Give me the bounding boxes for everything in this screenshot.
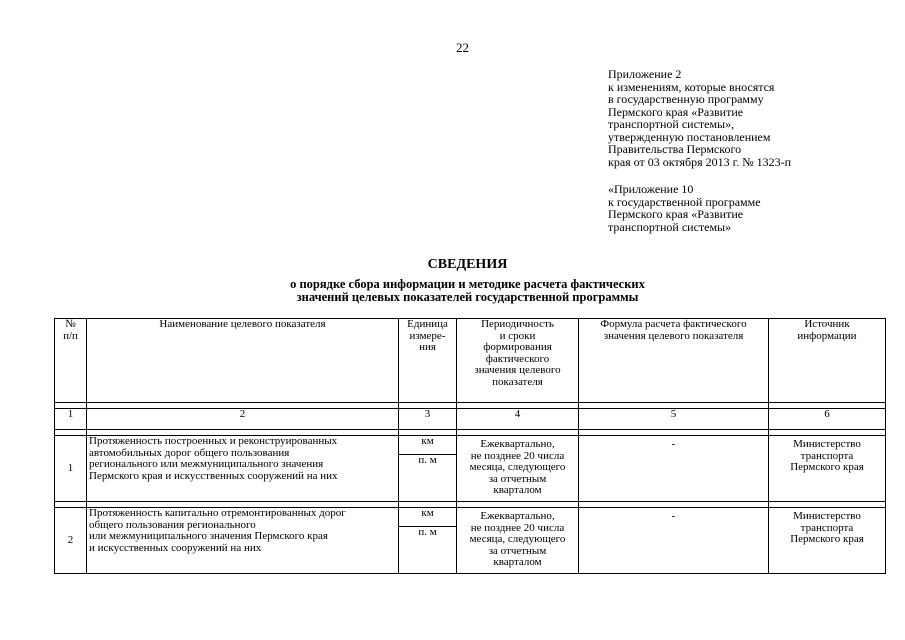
document-subtitle bbox=[0, 278, 905, 304]
indicator-line: Пермского края и искусственных сооружений на них bbox=[89, 469, 338, 482]
column-numbers-row bbox=[55, 409, 886, 430]
column-number: 4 bbox=[457, 409, 579, 430]
indicator-line: Протяженность капитально отремонтированных дорог bbox=[89, 507, 346, 519]
appendix10-line: Пермского края «Развитие bbox=[608, 207, 744, 221]
row-unit-km: км bbox=[399, 436, 457, 455]
period-line: месяца, следующего bbox=[469, 533, 566, 545]
appendix-line: утвержденную постановлением bbox=[608, 129, 771, 144]
header-period-line: показателя bbox=[492, 375, 543, 388]
column-number: 5 bbox=[579, 409, 769, 430]
row-period bbox=[457, 436, 579, 502]
appendix10-line: транспортной системы» bbox=[608, 219, 732, 234]
header-unit bbox=[399, 319, 457, 403]
header-unit-line: измере- bbox=[409, 329, 446, 342]
source-line: транспорта bbox=[800, 521, 854, 534]
row-indicator-name bbox=[87, 508, 399, 574]
header-formula-line: Формула расчета фактического bbox=[600, 318, 747, 330]
appendix-line: к изменениям, которые вносятся bbox=[608, 79, 775, 94]
row-source bbox=[769, 436, 886, 502]
header-unit-line: ния bbox=[419, 341, 436, 353]
header-num bbox=[55, 319, 87, 403]
appendix10-line: «Приложение 10 bbox=[608, 182, 694, 196]
table-row bbox=[55, 508, 886, 527]
appendix-10-note bbox=[608, 183, 898, 233]
period-line: не позднее 20 числа bbox=[470, 521, 565, 534]
header-period-line: формирования bbox=[483, 341, 552, 353]
indicator-line: или межмуниципального значения Пермского края bbox=[89, 530, 328, 542]
indicator-line: Протяженность построенных и реконструированных bbox=[89, 435, 338, 447]
period-line: месяца, следующего bbox=[469, 461, 566, 473]
header-formula bbox=[579, 319, 769, 403]
period-line: Ежеквартально, bbox=[480, 438, 555, 450]
indicator-line: автомобильных дорог общего пользования bbox=[89, 446, 290, 459]
header-period-line: фактического bbox=[485, 352, 550, 365]
period-line: за отчетным bbox=[488, 544, 547, 557]
period-line: не позднее 20 числа bbox=[470, 449, 565, 462]
appendix10-line: к государственной программе bbox=[608, 194, 761, 209]
row-unit-pm: п. м bbox=[399, 455, 457, 502]
header-source-line: информации bbox=[797, 329, 857, 342]
document-title: СВЕДЕНИЯ bbox=[427, 257, 508, 272]
period-line: Ежеквартально, bbox=[480, 510, 555, 522]
indicator-line: и искусственных сооружений на них bbox=[89, 541, 262, 554]
appendix-line: транспортной системы», bbox=[608, 117, 735, 131]
header-source-line: Источник bbox=[804, 318, 850, 330]
source-line: транспорта bbox=[800, 449, 854, 462]
column-number: 2 bbox=[87, 409, 399, 430]
header-source bbox=[769, 319, 886, 403]
subtitle-line-1: о порядке сбора информации и методике расчета фактических bbox=[290, 277, 645, 291]
header-name: Наименование целевого показателя bbox=[87, 319, 399, 403]
indicators-table bbox=[54, 318, 886, 574]
header-period bbox=[457, 319, 579, 403]
page-number: 22 bbox=[456, 40, 469, 55]
period-line: за отчетным bbox=[488, 472, 547, 485]
table-header-row bbox=[55, 319, 886, 403]
subtitle-line-2: значений целевых показателей государственной программы bbox=[296, 290, 639, 304]
row-source bbox=[769, 508, 886, 574]
row-formula: - bbox=[579, 436, 769, 502]
row-num: 2 bbox=[55, 508, 87, 574]
row-unit-pm: п. м bbox=[399, 527, 457, 574]
header-num-line: п/п bbox=[63, 329, 78, 342]
appendix-line: края от 03 октября 2013 г. № 1323-п bbox=[608, 154, 792, 169]
row-num: 1 bbox=[55, 436, 87, 502]
appendix-line: Правительства Пермского bbox=[608, 142, 742, 156]
indicator-line: регионального или межмуниципального значения bbox=[89, 458, 324, 470]
header-period-line: и сроки bbox=[499, 329, 536, 342]
source-line: Пермского края bbox=[790, 533, 864, 545]
appendix-2-note bbox=[608, 68, 898, 168]
column-number: 3 bbox=[399, 409, 457, 430]
source-line: Пермского края bbox=[790, 461, 864, 473]
table-row bbox=[55, 436, 886, 455]
header-period-line: значения целевого bbox=[474, 364, 561, 376]
header-period-line: Периодичность bbox=[481, 318, 554, 330]
header-num-line: № bbox=[65, 318, 76, 330]
period-line: кварталом bbox=[493, 556, 542, 568]
appendix-line: в государственную программу bbox=[608, 92, 764, 106]
column-number: 1 bbox=[55, 409, 87, 430]
header-unit-line: Единица bbox=[407, 318, 448, 330]
source-line: Министерство bbox=[793, 510, 861, 522]
column-number: 6 bbox=[769, 409, 886, 430]
row-period bbox=[457, 508, 579, 574]
source-line: Министерство bbox=[793, 438, 861, 450]
row-unit-km: км bbox=[399, 508, 457, 527]
indicator-line: общего пользования регионального bbox=[89, 518, 256, 531]
period-line: кварталом bbox=[493, 484, 542, 496]
row-formula: - bbox=[579, 508, 769, 574]
row-indicator-name bbox=[87, 436, 399, 502]
appendix-line: Пермского края «Развитие bbox=[608, 104, 744, 119]
header-formula-line: значения целевого показателя bbox=[603, 329, 744, 342]
appendix-line: Приложение 2 bbox=[608, 67, 682, 81]
